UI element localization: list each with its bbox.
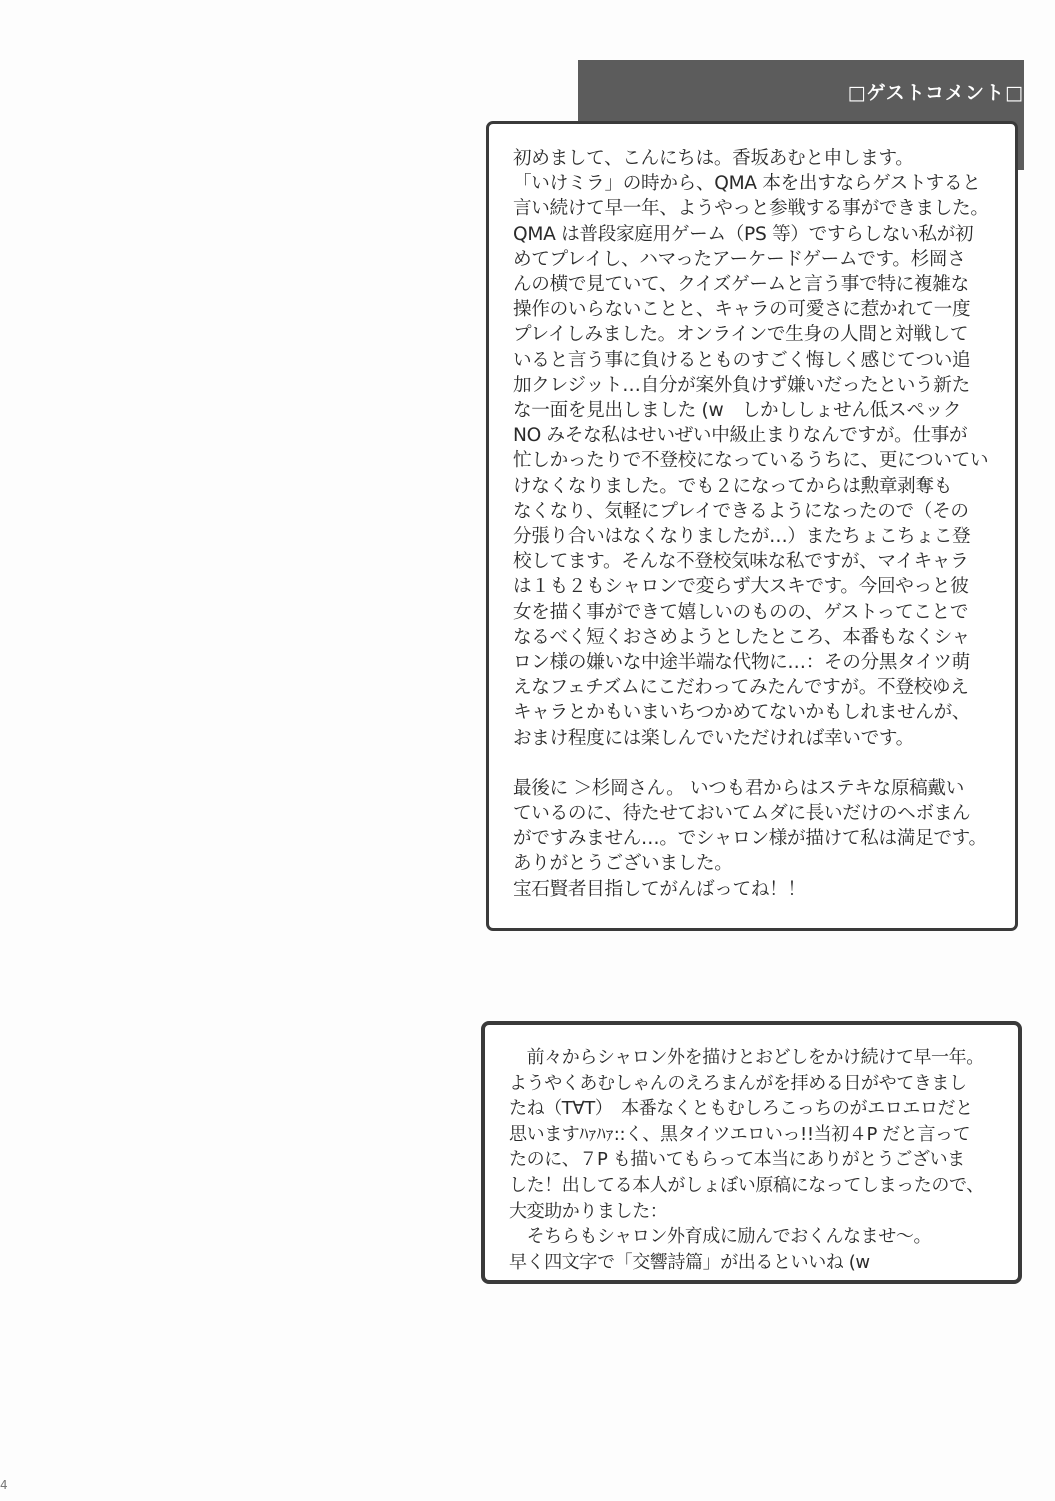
comment-text-intro: 初めまして、こんにちは。香坂あむと申します。 「いけミラ」の時から、QMA 本を出すならゲストすると 言い続けて早一年、ようやっと参戦する事ができました。 QMA は普段家庭用ゲーム（PS 等）ですらしない私が初 めてプレイし、ハマったアーケードゲームです。杉岡さ んの横で見ていて、クイズゲームと言う事で特に複雑な 操作のいらないことと、キャラの可愛さに惹かれて一度 プレイしみました。オンラインで生身の人間と対戦して いると言う事に負けるとものすごく悔しく感じてつい追 加クレジット…自分が案外負けず嫌いだったという新た な一面を見出しました (w しかししょせん低スペック NO みそな私はせいぜい中級止まりなんですが。仕事が 忙しかったりで不登校になっているうちに、更についてい けなくなりました。でも２になってからは勲章剥奪も なくなり、気軽にプレイできるようになったので（その 分張り合いはなくなりましたが…）またちょこちょこ登 校してます。そんな不登校気味な私ですが、マイキャラ は１も２もシャロンで変らず大スキです。今回やっと彼 女を描く事ができて嬉しいのものの、ゲストってことで なるべく短くおさめようとしたところ、本番もなくシャ ロン様の嫌いな中途半端な代物に…：その分黒タイツ萌 えなフェチズムにこだわってみたんですが。不登校ゆえ キャラとかもいまいちつかめてないかもしれませんが、 おまけ程度には楽しんでいただければ幸いです。	[513, 148, 989, 749]
reply-paragraph	[509, 1045, 1004, 1275]
guest-comment-box	[486, 121, 1018, 931]
comment-paragraph-intro	[513, 146, 997, 751]
comment-paragraph-closing	[513, 776, 997, 902]
comment-text-closing: 最後に ＞杉岡さん。 いつも君からはステキな原稿戴い ているのに、待たせておいてムダに長いだけのヘボまん がですみません…。でシャロン様が描けて私は満足です。 ありがとうございました。 宝石賢者目指してがんばってね！！	[513, 777, 987, 900]
page-number: 4	[0, 1478, 8, 1492]
host-reply-box	[481, 1021, 1022, 1284]
reply-text: 前々からシャロン外を描けとおどしをかけ続けて早一年。 ようやくあむしゃんのえろまんがを拝める日がやてきまし たね（T∀T） 本番なくともむしろこっちのがエロエロだと 思いますﾊｧﾊｧ::く、黒タイツエロいっ!!当初４P だと言って たのに、７P も描いてもらって本当にありがとうございま した！出してる本人がしょぼい原稿になってしまったので、 大変助かりました： そちらもシャロン外育成に励んでおくんなませ〜。 早く四文字で「交響詩篇」が出るといいね (w	[509, 1047, 984, 1273]
section-title: □ゲストコメント□	[847, 82, 1024, 104]
